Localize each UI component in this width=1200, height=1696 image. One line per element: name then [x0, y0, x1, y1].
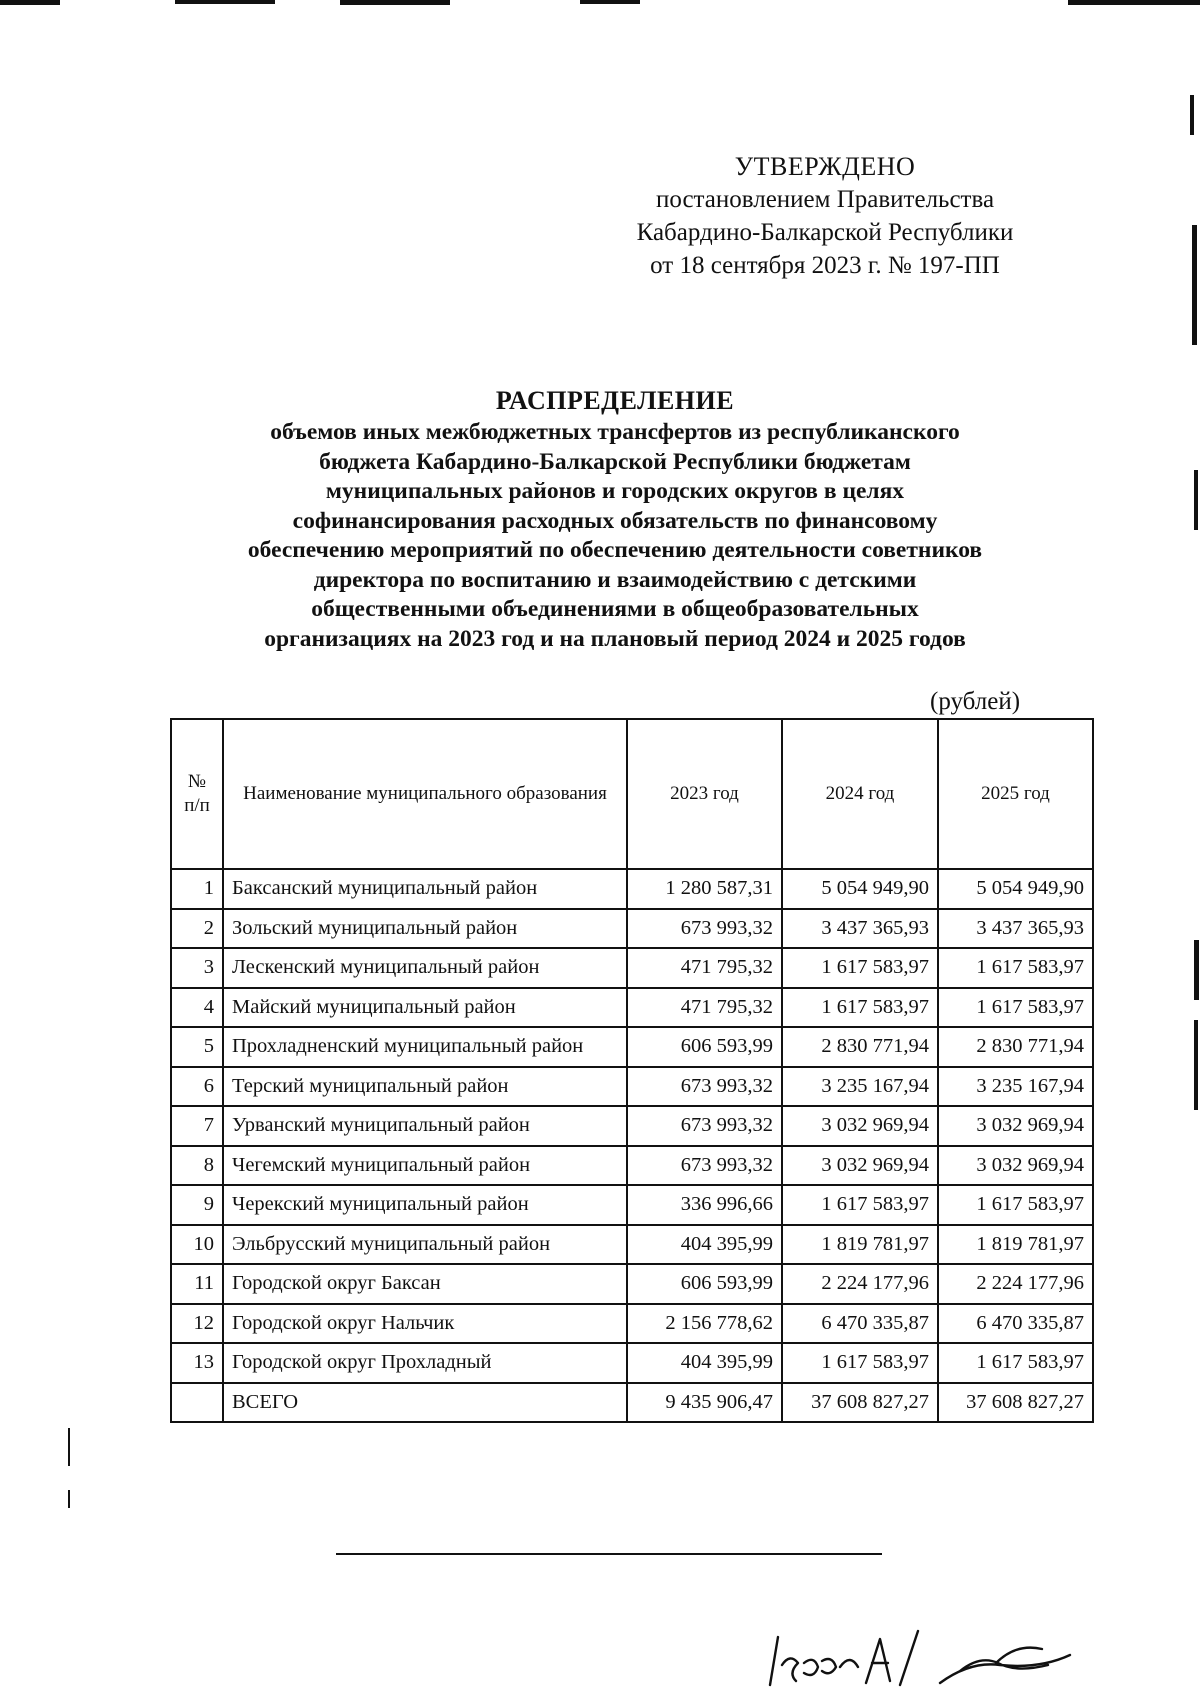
signature-line — [336, 1553, 882, 1555]
row-2024: 1 617 583,97 — [782, 948, 938, 988]
row-2024: 3 032 969,94 — [782, 1106, 938, 1146]
table-row — [171, 1343, 1093, 1383]
row-2023: 404 395,99 — [627, 1343, 782, 1383]
row-num: 3 — [171, 948, 223, 988]
row-2024: 2 830 771,94 — [782, 1027, 938, 1067]
scan-mark — [1190, 95, 1194, 135]
row-2025: 3 032 969,94 — [938, 1106, 1093, 1146]
row-2023: 2 156 778,62 — [627, 1304, 782, 1344]
row-num: 5 — [171, 1027, 223, 1067]
row-2023: 404 395,99 — [627, 1225, 782, 1265]
row-2025: 1 819 781,97 — [938, 1225, 1093, 1265]
approval-line: постановлением Правительства — [655, 186, 995, 213]
row-2025: 2 830 771,94 — [938, 1027, 1093, 1067]
row-name: Городской округ Прохладный — [223, 1343, 627, 1383]
row-num: 7 — [171, 1106, 223, 1146]
row-2023: 673 993,32 — [627, 1146, 782, 1186]
row-num: 8 — [171, 1146, 223, 1186]
table-header-row — [171, 719, 1093, 869]
table-row — [171, 988, 1093, 1028]
scan-mark — [68, 1490, 70, 1508]
row-2023: 336 996,66 — [627, 1185, 782, 1225]
table-row — [171, 1304, 1093, 1344]
approval-line: Кабардино-Балкарской Республики — [636, 219, 1014, 246]
row-2025: 6 470 335,87 — [938, 1304, 1093, 1344]
row-2024: 1 617 583,97 — [782, 1343, 938, 1383]
row-2024: 1 617 583,97 — [782, 988, 938, 1028]
row-name: Баксанский муниципальный район — [223, 869, 627, 909]
row-2025: 3 235 167,94 — [938, 1067, 1093, 1107]
header-2024: 2024 год — [782, 719, 938, 869]
document-title — [150, 384, 1080, 654]
row-2024: 6 470 335,87 — [782, 1304, 938, 1344]
row-name: Городской округ Нальчик — [223, 1304, 627, 1344]
row-num: 12 — [171, 1304, 223, 1344]
row-2025: 5 054 949,90 — [938, 869, 1093, 909]
row-2024: 1 617 583,97 — [782, 1185, 938, 1225]
row-2023: 1 280 587,31 — [627, 869, 782, 909]
document-subtitle: объемов иных межбюджетных трансфертов из республиканского бюджета Кабардино-Балкарской Республики бюджетам муниципальных районов и городских округов в целях софинансирования расходных обязательств по финансовому обеспечению мероприятий по обеспечению деятельности советников директора по воспитанию и взаимодействию с детскими общественными объединениями в общеобразовательных организациях на 2023 год и на плановый период 2024 и 2025 годов — [247, 419, 983, 652]
scan-mark — [1194, 1020, 1198, 1110]
header-2025: 2025 год — [938, 719, 1093, 869]
row-2023: 673 993,32 — [627, 1067, 782, 1107]
row-2025: 2 224 177,96 — [938, 1264, 1093, 1304]
row-name: Городской округ Баксан — [223, 1264, 627, 1304]
row-num: 6 — [171, 1067, 223, 1107]
row-2023: 606 593,99 — [627, 1264, 782, 1304]
scan-mark — [0, 0, 60, 5]
row-2024: 3 235 167,94 — [782, 1067, 938, 1107]
row-name: Майский муниципальный район — [223, 988, 627, 1028]
row-2024: 1 819 781,97 — [782, 1225, 938, 1265]
row-name: Прохладненский муниципальный район — [223, 1027, 627, 1067]
scan-mark — [580, 0, 640, 4]
row-2025: 3 437 365,93 — [938, 909, 1093, 949]
table-row — [171, 1027, 1093, 1067]
distribution-table — [170, 718, 1094, 1423]
row-2023: 673 993,32 — [627, 1106, 782, 1146]
total-2023: 9 435 906,47 — [627, 1383, 782, 1423]
header-num: № п/п — [171, 719, 223, 869]
header-2023: 2023 год — [627, 719, 782, 869]
scan-mark — [1194, 470, 1198, 530]
row-2023: 471 795,32 — [627, 948, 782, 988]
scan-mark — [340, 0, 450, 5]
approval-block — [600, 150, 1050, 282]
row-num: 4 — [171, 988, 223, 1028]
row-2024: 5 054 949,90 — [782, 869, 938, 909]
row-name: Эльбрусский муниципальный район — [223, 1225, 627, 1265]
table-row — [171, 909, 1093, 949]
row-name: Урванский муниципальный район — [223, 1106, 627, 1146]
table-row — [171, 948, 1093, 988]
total-2025: 37 608 827,27 — [938, 1383, 1093, 1423]
row-name: Лескенский муниципальный район — [223, 948, 627, 988]
row-num: 11 — [171, 1264, 223, 1304]
scan-mark — [68, 1428, 70, 1466]
row-num: 9 — [171, 1185, 223, 1225]
scan-mark — [1192, 225, 1197, 345]
row-2025: 1 617 583,97 — [938, 1343, 1093, 1383]
row-2023: 673 993,32 — [627, 909, 782, 949]
row-num: 13 — [171, 1343, 223, 1383]
scan-mark — [1194, 940, 1199, 1000]
row-2025: 1 617 583,97 — [938, 948, 1093, 988]
table-body — [171, 869, 1093, 1422]
scan-mark — [175, 0, 275, 4]
total-label: ВСЕГО — [223, 1383, 627, 1423]
row-num: 10 — [171, 1225, 223, 1265]
table-row — [171, 869, 1093, 909]
row-2023: 471 795,32 — [627, 988, 782, 1028]
table-row — [171, 1264, 1093, 1304]
row-name: Черекский муниципальный район — [223, 1185, 627, 1225]
row-2024: 3 032 969,94 — [782, 1146, 938, 1186]
row-2023: 606 593,99 — [627, 1027, 782, 1067]
row-2025: 1 617 583,97 — [938, 1185, 1093, 1225]
row-name: Терский муниципальный район — [223, 1067, 627, 1107]
total-2024: 37 608 827,27 — [782, 1383, 938, 1423]
table-row — [171, 1106, 1093, 1146]
handwritten-signature — [760, 1625, 1100, 1696]
units-label: (рублей) — [930, 688, 1021, 715]
row-2025: 3 032 969,94 — [938, 1146, 1093, 1186]
approval-date-line: от 18 сентября 2023 г. № 197-ПП — [650, 252, 1000, 279]
approval-stamp: УТВЕРЖДЕНО — [734, 152, 916, 181]
table-row — [171, 1146, 1093, 1186]
row-num: 2 — [171, 909, 223, 949]
row-2024: 2 224 177,96 — [782, 1264, 938, 1304]
row-num: 1 — [171, 869, 223, 909]
row-2025: 1 617 583,97 — [938, 988, 1093, 1028]
row-2024: 3 437 365,93 — [782, 909, 938, 949]
row-name: Зольский муниципальный район — [223, 909, 627, 949]
row-name: Чегемский муниципальный район — [223, 1146, 627, 1186]
total-num — [171, 1383, 223, 1423]
table-row — [171, 1067, 1093, 1107]
document-heading: РАСПРЕДЕЛЕНИЕ — [495, 386, 735, 415]
table-row — [171, 1225, 1093, 1265]
header-name: Наименование муниципального образования — [223, 719, 627, 869]
table-row — [171, 1185, 1093, 1225]
scan-mark — [1068, 0, 1200, 5]
table-total-row — [171, 1383, 1093, 1423]
